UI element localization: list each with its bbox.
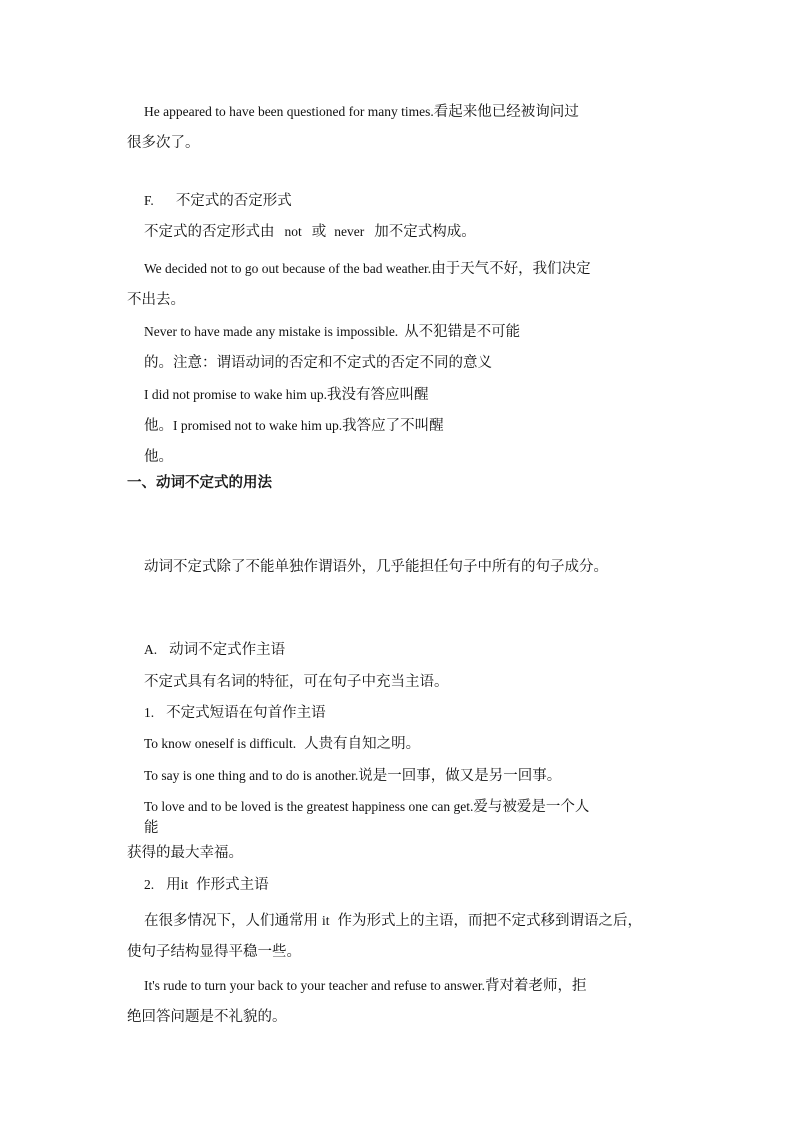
sentence-line <box>144 385 428 405</box>
sentence-line <box>144 322 520 342</box>
chinese-text: 加不定式构成。 <box>374 224 476 240</box>
english-text: It's rude to turn your back to your teacher and refuse to answer. <box>144 978 485 993</box>
item-title: 不定式短语在句首作主语 <box>166 705 326 721</box>
english-text: I promised not to wake him up. <box>173 418 343 433</box>
chinese-text: 我没有答应叫醒 <box>326 387 429 403</box>
chinese-text: 背对着老师，拒 <box>484 978 587 994</box>
sentence-line: 能 <box>144 820 159 836</box>
item-title: 作形式主语 <box>196 877 269 893</box>
sentence-line <box>144 259 591 279</box>
chinese-text: 爱与被爱是一个人 <box>473 799 590 815</box>
chinese-text: 从不犯错是不可能 <box>404 324 521 340</box>
chinese-text: 他。 <box>144 418 173 434</box>
section-letter: A. <box>144 642 158 657</box>
section-heading-1: 一、动词不定式的用法 <box>127 475 272 491</box>
section-title: 不定式的否定形式 <box>175 193 292 209</box>
sentence-line: 不出去。 <box>127 292 185 308</box>
sentence-line <box>144 416 444 436</box>
english-text: To know oneself is difficult. <box>144 736 297 751</box>
list-item-1 <box>144 703 326 723</box>
chinese-text: 或 <box>311 224 327 240</box>
english-text: To love and to be loved is the greatest happiness one can get. <box>144 799 474 814</box>
chinese-text: 我答应了不叫醒 <box>342 418 444 434</box>
english-text: it <box>322 913 330 928</box>
chinese-text: 由于天气不好，我们决定 <box>431 261 591 277</box>
item-number: 1. <box>144 705 155 720</box>
english-text: not <box>284 224 302 239</box>
chinese-text: 在很多情况下，人们通常用 <box>144 913 318 929</box>
item-number: 2. <box>144 877 155 892</box>
chinese-text: 人贵有自知之明。 <box>304 736 421 752</box>
chinese-text: 说是一回事，做又是另一回事。 <box>358 768 562 784</box>
sentence-line <box>144 911 642 931</box>
sentence-line <box>144 734 420 754</box>
sentence-line: 绝回答问题是不礼貌的。 <box>127 1009 287 1025</box>
sentence-line: 的。注意：谓语动词的否定和不定式的否定不同的意义 <box>144 355 492 371</box>
list-item-2 <box>144 875 269 895</box>
chinese-text: 不定式的否定形式由 <box>144 224 275 240</box>
section-heading-f <box>144 191 292 211</box>
english-text: I did not promise to wake him up. <box>144 387 327 402</box>
section-heading-a <box>144 640 285 660</box>
section-title: 动词不定式作主语 <box>169 642 286 658</box>
sentence-line <box>144 102 579 122</box>
sentence-line <box>144 766 561 786</box>
sentence-line <box>144 797 589 817</box>
sentence-line <box>144 222 476 242</box>
english-text: it <box>180 877 189 892</box>
english-text: He appeared to have been questioned for many times. <box>144 104 434 119</box>
english-text: Never to have made any mistake is impossible. <box>144 324 399 339</box>
english-text: We decided not to go out because of the bad weather. <box>144 261 432 276</box>
chinese-text: 作为形式上的主语，而把不定式移到谓语之后， <box>337 913 643 929</box>
section-letter: F. <box>144 193 154 208</box>
english-text: To say is one thing and to do is another. <box>144 768 359 783</box>
sentence-line: 使句子结构显得平稳一些。 <box>127 944 301 960</box>
chinese-text: 看起来他已经被询问过 <box>433 104 579 120</box>
sentence-line: 他。 <box>144 449 173 465</box>
sentence-line: 获得的最大幸福。 <box>127 845 243 861</box>
sentence-line <box>144 976 586 996</box>
sentence-line: 很多次了。 <box>127 135 200 151</box>
sentence-line: 动词不定式除了不能单独作谓语外，几乎能担任句子中所有的句子成分。 <box>144 559 608 575</box>
item-prefix: 用 <box>166 877 181 893</box>
english-text: never <box>334 224 365 239</box>
sentence-line: 不定式具有名词的特征，可在句子中充当主语。 <box>144 674 449 690</box>
